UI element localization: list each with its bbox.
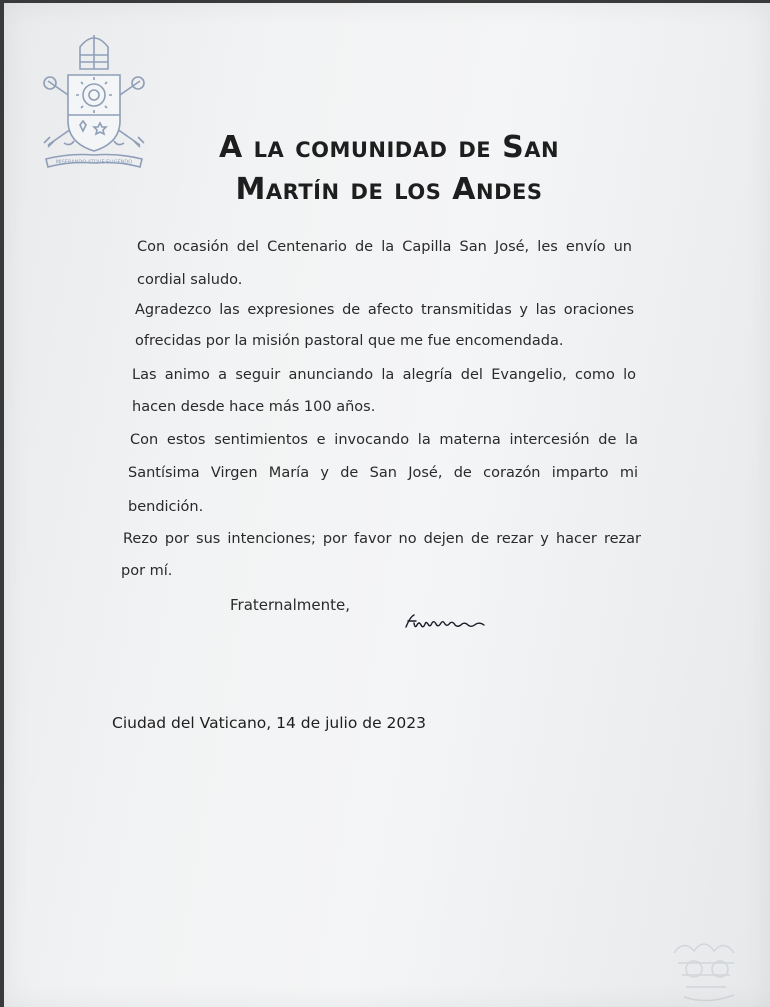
place-and-date: Ciudad del Vaticano, 14 de julio de 2023 bbox=[112, 714, 426, 732]
body-line-9: bendición. bbox=[128, 499, 204, 515]
seal-watermark-icon bbox=[664, 933, 754, 1007]
body-line-7: Con estos sentimientos e invocando la materna intercesión de la bbox=[130, 432, 638, 448]
body-line-11: por mí. bbox=[121, 563, 173, 579]
svg-text:MISERANDO ATQUE ELIGENDO: MISERANDO ATQUE ELIGENDO bbox=[55, 159, 133, 166]
body-line-10: Rezo por sus intenciones; por favor no dejen de rezar y hacer rezar bbox=[123, 531, 641, 547]
body-line-3: Agradezco las expresiones de afecto transmitidas y las oraciones bbox=[135, 302, 634, 318]
letter-title-line-1: A la comunidad de San bbox=[218, 130, 560, 165]
body-line-5: Las animo a seguir anunciando la alegría del Evangelio, como lo bbox=[132, 367, 636, 383]
papal-coat-of-arms-icon bbox=[40, 25, 148, 169]
letter-title-line-2: Martín de los Andes bbox=[235, 172, 543, 207]
letter-page bbox=[4, 3, 770, 1007]
closing-text: Fraternalmente, bbox=[230, 596, 350, 614]
body-line-8: Santísima Virgen María y de San José, de corazón imparto mi bbox=[128, 465, 638, 481]
body-line-1: Con ocasión del Centenario de la Capilla San José, les envío un bbox=[137, 239, 632, 255]
body-line-2: cordial saludo. bbox=[137, 272, 243, 288]
handwritten-signature bbox=[404, 609, 490, 637]
body-line-6: hacen desde hace más 100 años. bbox=[132, 399, 376, 415]
body-line-4: ofrecidas por la misión pastoral que me fue encomendada. bbox=[135, 333, 564, 349]
